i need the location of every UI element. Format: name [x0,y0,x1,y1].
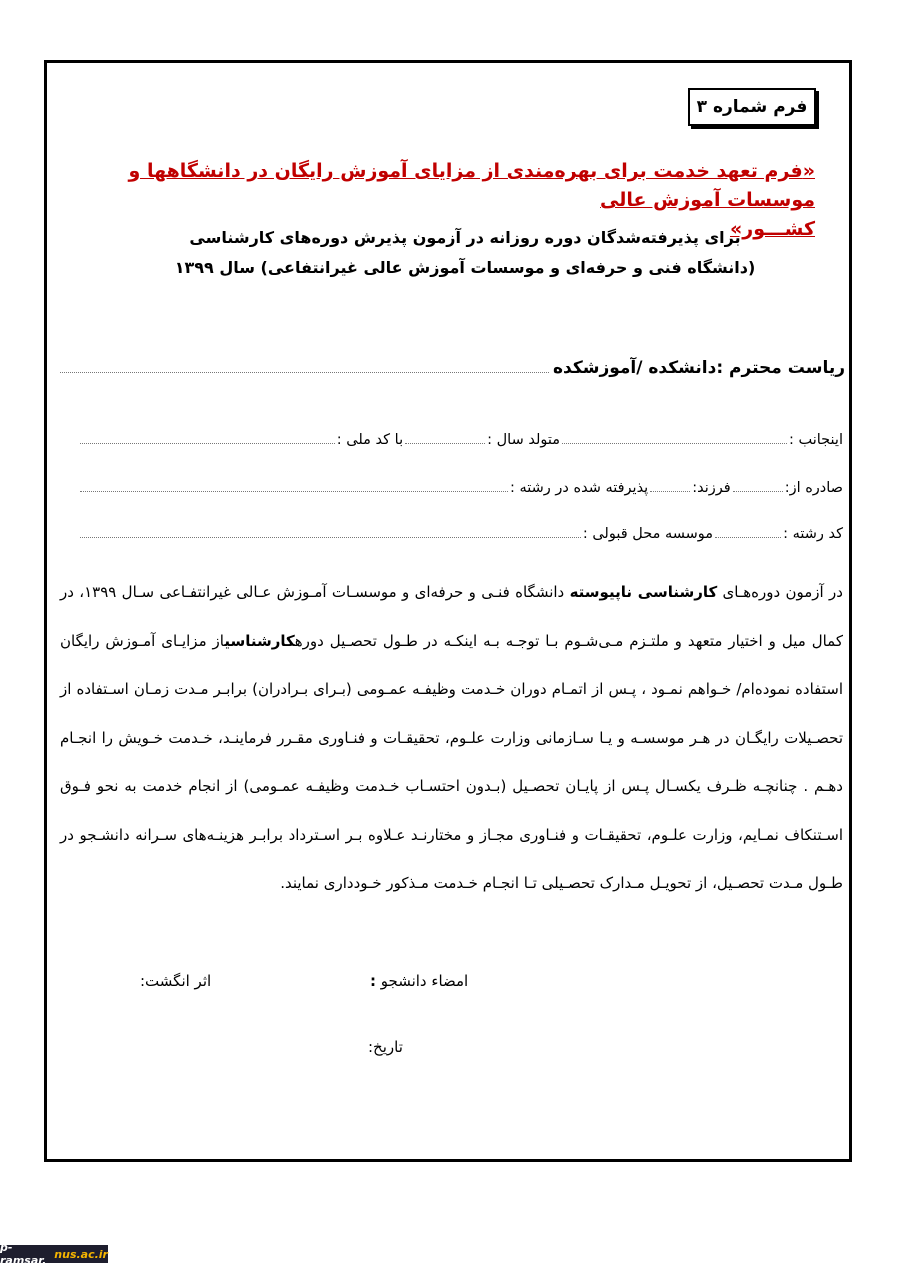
child-of-label: فرزند: [692,480,731,496]
subtitle-line2: (دانشگاه فنی و حرفه‌ای و موسسات آموزش عالی غیرانتفاعی) سال ۱۳۹۹ [174,258,756,277]
body-bold-2: کارشناسی [224,631,295,650]
watermark-prefix: p-ramsar. [0,1241,47,1267]
field-row-1 [78,432,843,448]
form-number-box [688,88,816,126]
title-line2: کشـــور» [730,218,815,240]
field-row-3 [78,526,843,542]
body-part-3: از مزایـای آمـوزش رایگان استفاده نموده‌ام/ خـواهم نمـود ، پـس از اتمـام دوران خـدمت وظیفـه عمـومی (بـرای بـرادران) برابـر مـدت زمـان اسـتفاده از تحصـیلات رایگـان در هـر موسسـه و یـا سـازمانی وزارت علـوم، تحقیقـات و فنـاوری مقـرر فرماینـد، خـدمت خـویش را انجـام دهـم . چنانچـه ظـرف یکسـال پـس از پایـان تحصـیل (بـدون احتسـاب خـدمت وظیفـه عمـومی) از انجام خدمت به نحو فـوق اسـتنکاف نمـایم، وزارت علـوم، تحقیقـات و فنـاوری مجـاز و مختارنـد عـلاوه بـر اسـترداد برابـر هزینـه‌های سـرانه دانشـجو در طـول مـدت تحصـیل، از تحویـل مـدارک تحصـیلی تـا انجـام خـدمت مـذکور خـودداری نمایند. [60,631,843,892]
date-label: تاریخ: [368,1038,403,1056]
issued-from-blank[interactable] [733,490,783,492]
institute-blank[interactable] [80,536,581,538]
site-watermark [0,1241,108,1267]
field-row-2 [78,480,843,496]
thumbprint-label: اثر انگشت: [140,972,212,990]
commitment-paragraph [60,568,843,908]
body-part-2: دانشگاه فنـی و حرفه‌ای و موسسـات آمـوزش عـالی غیرانتفـاعی سـال ۱۳۹۹، در کمال میل و اختیار متعهد و ملتـزم مـی‌شـوم بـا توجـه بـه اینکـه در طـول تحصـیل دوره [60,583,843,650]
national-code-label: با کد ملی : [336,432,404,448]
born-year-label: متولد سال : [487,432,560,448]
institute-label: موسسه محل قبولی : [582,526,714,542]
accepted-major-blank[interactable] [80,490,508,492]
undersigned-label: اینجانب : [789,432,843,448]
child-of-blank[interactable] [650,490,690,492]
born-year-blank[interactable] [405,442,485,444]
issued-from-label: صادره از: [784,480,843,496]
accepted-major-label: پذیرفته شده در رشته : [510,480,649,496]
title-open-quote: « [802,160,815,182]
watermark-domain: nus.ac.ir [54,1247,108,1261]
body-bold-1: کارشناسی ناپیوسته [569,583,718,601]
national-code-blank[interactable] [80,442,335,444]
student-signature-colon: : [370,972,376,990]
addressee-line [60,358,845,378]
addressee-text: ریاست محترم :دانشکده /آموزشکده [552,358,845,378]
student-signature [370,972,468,990]
title-line1: فرم تعهد خدمت برای بهره‌مندی از مزایای آموزش رایگان در دانشگاهها و موسسات آموزش عالی [128,160,815,211]
form-number: فرم شماره ۳ [696,97,808,117]
major-code-label: کد رشته : [783,526,843,542]
body-part-1: در آزمون دوره‌هـای [717,583,843,601]
major-code-blank[interactable] [715,536,781,538]
student-signature-label: امضاء دانشجو [380,972,469,990]
subtitle-line1: برای پذیرفته‌شدگان دوره روزانه در آزمون پذیرش دوره‌های کارشناسی [189,228,741,247]
addressee-blank[interactable] [60,371,549,373]
name-blank[interactable] [562,442,787,444]
